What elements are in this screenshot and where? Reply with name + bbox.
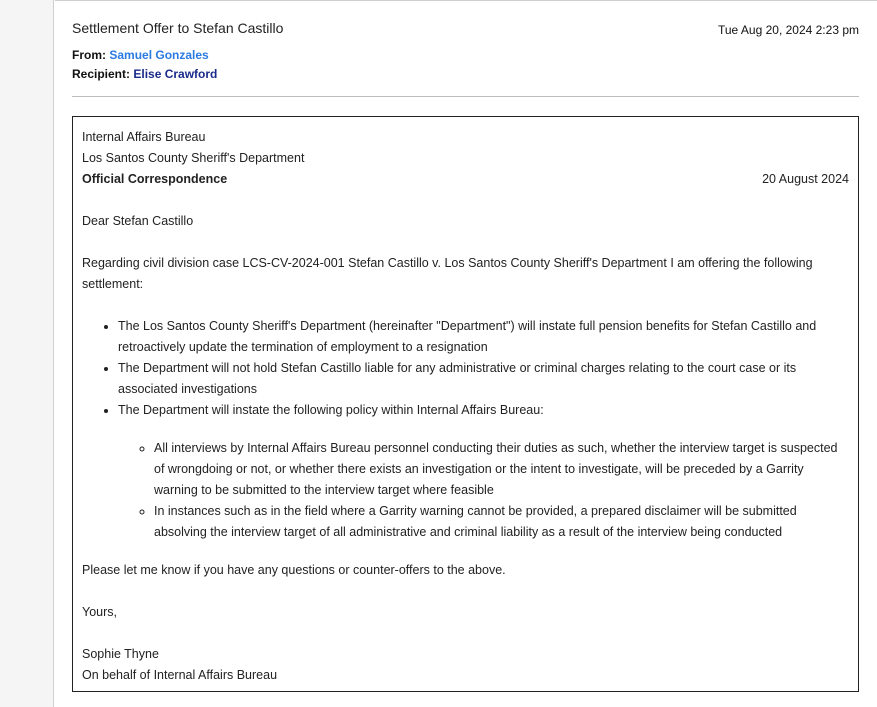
left-sidebar — [0, 0, 54, 707]
from-link[interactable]: Samuel Gonzales — [109, 48, 209, 62]
letter-date: 20 August 2024 — [762, 172, 849, 186]
message-datetime: Tue Aug 20, 2024 2:23 pm — [718, 23, 859, 37]
greeting: Dear Stefan Castillo — [82, 214, 194, 228]
recipient-label: Recipient: — [72, 67, 131, 81]
list-item: • The Department will not hold Stefan Castillo liable for any administrative or criminal charges relating to the court case or its associated investigations — [118, 358, 849, 400]
official-correspondence: Official Correspondence — [82, 172, 228, 186]
from-label: From: — [72, 48, 106, 62]
from-line — [72, 48, 209, 62]
settlement-terms-list — [82, 316, 849, 543]
sublist-item: ◦ In instances such as in the field where a Garrity warning cannot be provided, a prepared disclaimer will be submitted absolving the interview target of all administrative and criminal liability as a result of the interview being conducted — [154, 501, 849, 543]
list-item-text: The Department will instate the following policy within Internal Affairs Bureau: — [118, 403, 544, 417]
official-row — [82, 169, 849, 190]
org-line-2: Los Santos County Sheriff's Department — [82, 151, 305, 165]
recipient-link[interactable]: Elise Crawford — [133, 67, 218, 81]
message-panel — [55, 0, 877, 707]
org-line-1: Internal Affairs Bureau — [82, 130, 206, 144]
intro-paragraph: Regarding civil division case LCS-CV-2024-001 Stefan Castillo v. Los Santos County Sheriff's Department I am offering the following settlement: — [82, 256, 813, 291]
recipient-line — [72, 67, 217, 81]
list-item — [118, 400, 849, 543]
message-subject: Settlement Offer to Stefan Castillo — [72, 20, 284, 36]
signer-role: On behalf of Internal Affairs Bureau — [82, 668, 278, 682]
sublist-item: ◦ All interviews by Internal Affairs Bureau personnel conducting their duties as such, whether the interview target is suspected of wrongdoing or not, or whether there exists an investigation or the intent to investigate, will be preceded by a Garrity warning to be submitted to the interview target where feasible — [154, 438, 849, 501]
closing-question: Please let me know if you have any questions or counter-offers to the above. — [82, 563, 506, 577]
list-item: • The Los Santos County Sheriff's Department (hereinafter "Department") will instate full pension benefits for Stefan Castillo and retroactively update the termination of employment to a resignation — [118, 316, 849, 358]
sign-off: Yours, — [82, 605, 117, 619]
header-divider — [72, 96, 859, 97]
policy-sublist — [118, 438, 849, 543]
signer-name: Sophie Thyne — [82, 647, 159, 661]
letter-body — [72, 116, 859, 692]
